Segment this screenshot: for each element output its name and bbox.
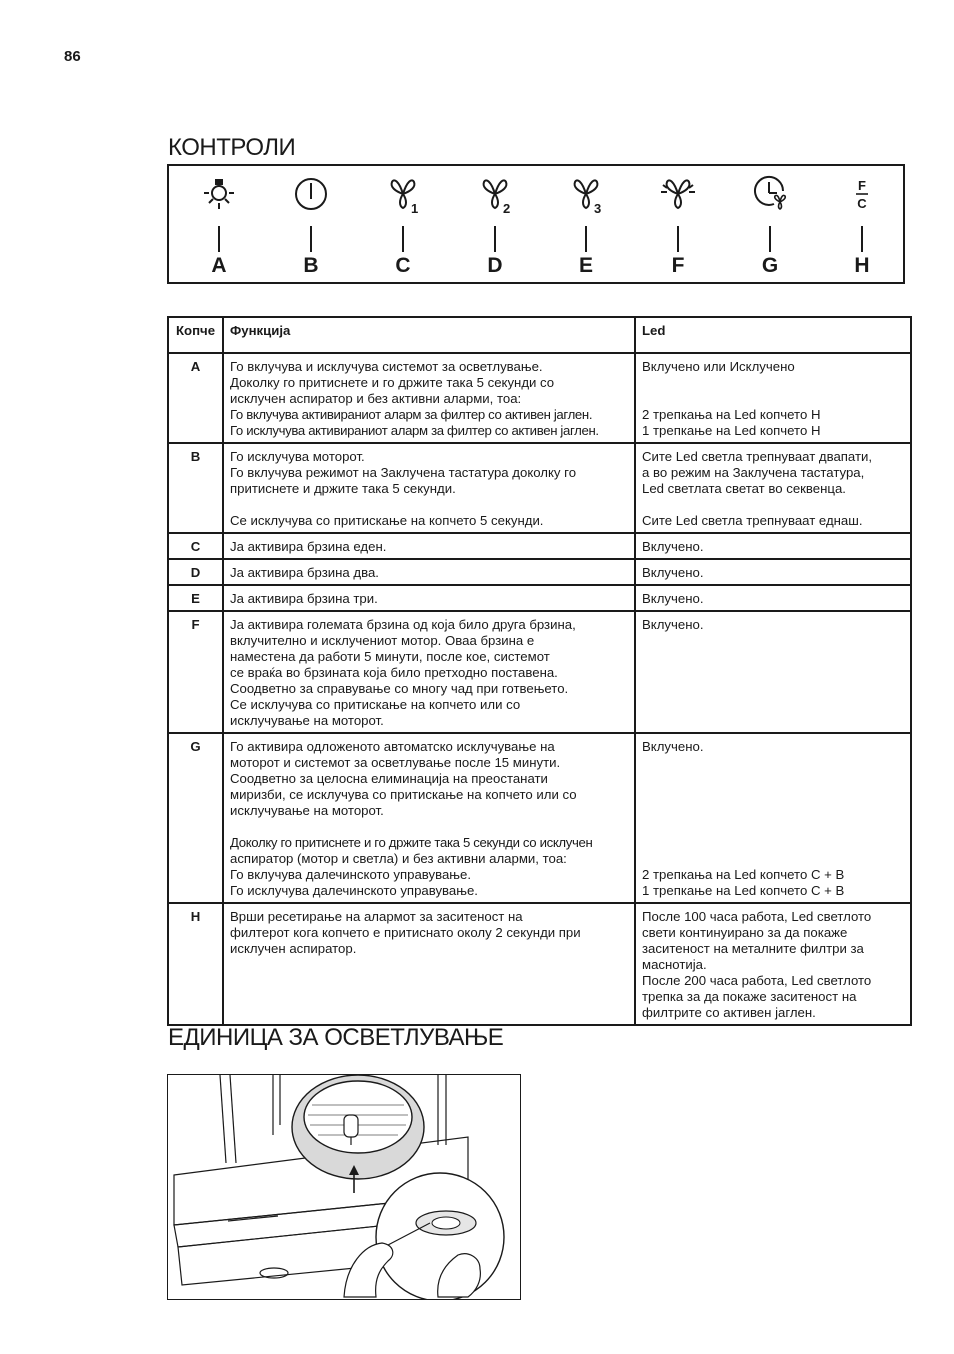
button-h [832, 166, 892, 284]
led-line: маснотија. [642, 957, 707, 972]
svg-text:3: 3 [594, 201, 602, 214]
function-line: Доколку го притиснете и го држите така 5 секунди со исклучен [230, 835, 593, 850]
range-hood-drawing [168, 1075, 521, 1300]
function-line: Доколку го притиснете и го држите така 5 секунди со [230, 375, 555, 390]
table-row [168, 559, 911, 585]
table-row [168, 585, 911, 611]
function-line: миризби, се исклучува со притискање на копчето или со [230, 787, 577, 802]
led-line: Сите Led светла трепнуваат двапати, [642, 449, 873, 464]
row-function [223, 443, 635, 533]
button-c [373, 166, 433, 284]
function-line [230, 819, 628, 835]
section-title-lighting: ЕДИНИЦА ЗА ОСВЕТЛУВАЊЕ [168, 1024, 504, 1051]
function-line: Врши ресетирање на алармот за заситеност на [230, 909, 523, 924]
light-bulb-icon [199, 174, 239, 214]
fan-intensive-icon [658, 174, 698, 214]
row-function [223, 733, 635, 903]
led-line: Вклучено. [642, 739, 704, 754]
function-line: Го активира одложеното автоматско исклучување на [230, 739, 555, 754]
row-led [635, 559, 911, 585]
function-line: исклучен аспиратор и без активни аларми, тоа: [230, 391, 522, 406]
led-line: После 200 часа работа, Led светлото [642, 973, 872, 988]
button-g [740, 166, 800, 284]
led-line: 1 трепкање на Led копчето C + B [642, 883, 845, 898]
function-line: Се исклучува со притискање на копчето или со [230, 697, 521, 712]
row-led [635, 733, 911, 903]
row-function [223, 585, 635, 611]
led-line: После 100 часа работа, Led светлото [642, 909, 872, 924]
control-letter: D [487, 254, 503, 277]
led-line [642, 803, 904, 819]
header-led: Led [635, 317, 911, 353]
function-line: Ја активира големата брзина од која било друга брзина, [230, 617, 576, 632]
table-header-row [168, 317, 911, 353]
led-line: 2 трепкања на Led копчето H [642, 407, 821, 422]
led-line: 1 трепкање на Led копчето H [642, 423, 821, 438]
function-table [167, 316, 912, 1026]
svg-text:F: F [858, 178, 866, 193]
row-key: B [168, 443, 223, 533]
control-letter: G [761, 254, 779, 277]
function-line: исклучен аспиратор. [230, 941, 357, 956]
row-led [635, 353, 911, 443]
row-key: C [168, 533, 223, 559]
led-line: Сите Led светла трепнуваат еднаш. [642, 513, 863, 528]
led-line [642, 835, 904, 851]
row-function [223, 559, 635, 585]
control-letter: H [854, 254, 870, 277]
row-function [223, 611, 635, 733]
led-line [642, 787, 904, 803]
function-line: Го вклучува далечинското управување. [230, 867, 471, 882]
led-line: 2 трепкања на Led копчето C + B [642, 867, 845, 882]
led-line [642, 755, 904, 771]
led-line: Вклучено. [642, 539, 704, 554]
function-line: моторот и системот за осветлување после 15 минути. [230, 755, 561, 770]
button-d [465, 166, 525, 284]
led-line: филтрите со активен јаглен. [642, 1005, 816, 1020]
svg-text:C: C [857, 196, 867, 211]
function-line: исклучување на моторот. [230, 803, 384, 818]
function-line: Соодветно за целосна елиминација на преостанати [230, 771, 548, 786]
function-line: наместена да работи 5 минути, после кое, системот [230, 649, 550, 664]
table-row [168, 443, 911, 533]
function-line: Соодветно за справување со многу чад при готвењето. [230, 681, 569, 696]
function-line: Го вклучува активираниот аларм за филтер со активен јаглен. [230, 407, 593, 422]
button-b [281, 166, 341, 284]
led-line: заситеност на металните филтри за [642, 941, 864, 956]
function-line: исклучување на моторот. [230, 713, 384, 728]
svg-text:1: 1 [411, 201, 419, 214]
header-key: Копче [168, 317, 223, 353]
row-key: D [168, 559, 223, 585]
led-line: Вклучено. [642, 617, 704, 632]
filter-reset-icon [842, 174, 882, 214]
table-row [168, 903, 911, 1025]
led-line [642, 851, 904, 867]
led-line [642, 497, 904, 513]
led-line: Вклучено или Исклучено [642, 359, 795, 374]
fan-speed-1-icon [383, 174, 423, 214]
function-line: Ја активира брзина три. [230, 591, 378, 606]
row-key: F [168, 611, 223, 733]
svg-text:2: 2 [503, 201, 511, 214]
function-line: аспиратор (мотор и светла) и без активни аларми, тоа: [230, 851, 567, 866]
row-key: A [168, 353, 223, 443]
function-line: Го вклучува и исклучува системот за осветлување. [230, 359, 543, 374]
led-line: Вклучено. [642, 591, 704, 606]
row-function [223, 353, 635, 443]
control-letter: F [671, 254, 685, 277]
led-line [642, 375, 904, 391]
led-line [642, 391, 904, 407]
row-led [635, 903, 911, 1025]
button-e [556, 166, 616, 284]
function-line: Го исклучува моторот. [230, 449, 365, 464]
section-title-controls: КОНТРОЛИ [168, 134, 296, 161]
function-line: Ја активира брзина два. [230, 565, 379, 580]
function-line: Го исклучува активираниот аларм за филтер со активен јаглен. [230, 423, 599, 438]
function-line: притиснете и држите така 5 секунди. [230, 481, 456, 496]
power-icon [291, 174, 331, 214]
function-line: Ја активира брзина еден. [230, 539, 387, 554]
function-line: Го вклучува режимот на Заклучена тастатура доколку го [230, 465, 577, 480]
row-key: G [168, 733, 223, 903]
row-led [635, 585, 911, 611]
fan-timer-icon [750, 174, 790, 214]
led-line: Led светлата светат во секвенца. [642, 481, 846, 496]
row-function [223, 533, 635, 559]
function-line: се враќа во брзината која било претходно поставена. [230, 665, 558, 680]
row-function [223, 903, 635, 1025]
fan-speed-2-icon [475, 174, 515, 214]
header-function: Функција [223, 317, 635, 353]
control-letter: A [211, 254, 227, 277]
led-line: свети континуирано за да покаже [642, 925, 848, 940]
button-a [189, 166, 249, 284]
row-led [635, 533, 911, 559]
row-key: E [168, 585, 223, 611]
control-letter: C [395, 254, 411, 277]
function-line [230, 497, 628, 513]
button-f [648, 166, 708, 284]
led-line [642, 819, 904, 835]
table-row [168, 733, 911, 903]
control-letter: B [303, 254, 319, 277]
lamp-replacement-illustration [167, 1074, 521, 1300]
led-line: трепка за да покаже заситеност на [642, 989, 857, 1004]
table-row [168, 533, 911, 559]
fan-speed-3-icon [566, 174, 606, 214]
row-led [635, 611, 911, 733]
table-row [168, 353, 911, 443]
function-line: Се исклучува со притискање на копчето 5 секунди. [230, 513, 544, 528]
control-panel-diagram [167, 164, 905, 284]
led-line [642, 771, 904, 787]
led-line: Вклучено. [642, 565, 704, 580]
page-number: 86 [64, 48, 81, 65]
row-led [635, 443, 911, 533]
row-key: H [168, 903, 223, 1025]
led-line: а во режим на Заклучена тастатура, [642, 465, 865, 480]
control-letter: E [578, 254, 593, 277]
function-line: Го исклучува далечинското управување. [230, 883, 478, 898]
table-row [168, 611, 911, 733]
function-line: филтерот кога копчето е притиснато околу 2 секунди при [230, 925, 581, 940]
function-line: вклучително и исклучениот мотор. Оваа брзина е [230, 633, 535, 648]
